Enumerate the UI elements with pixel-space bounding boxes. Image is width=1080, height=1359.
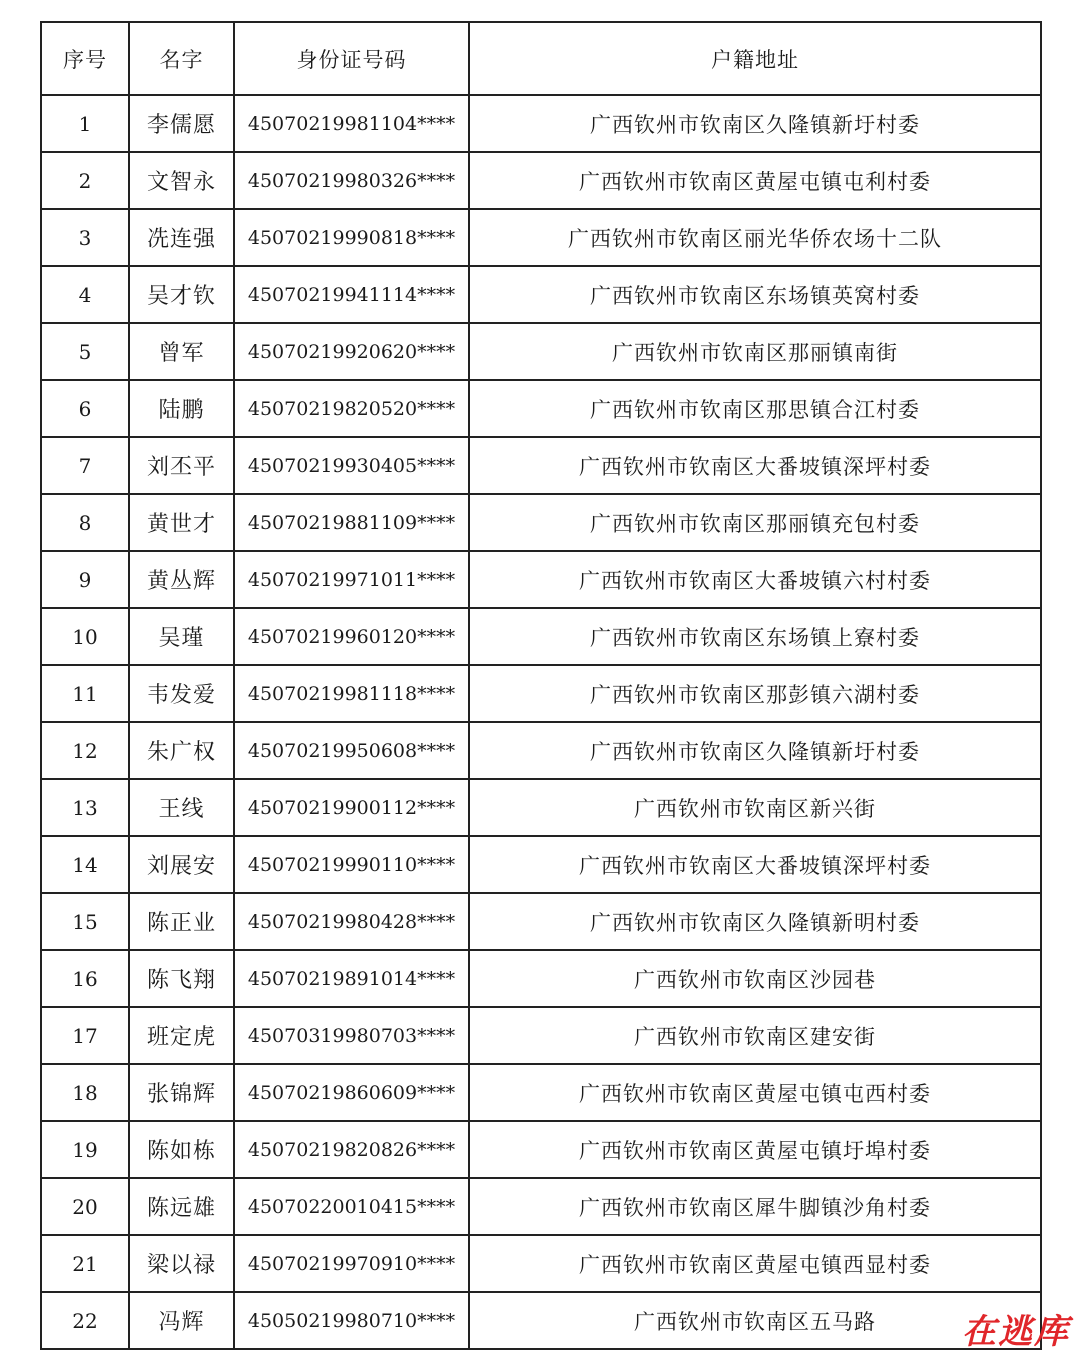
id-number-cell: 45070219981118**** [234, 665, 469, 722]
address-cell: 广西钦州市钦南区大番坡镇深坪村委 [469, 437, 1041, 494]
name-cell: 文智永 [129, 152, 234, 209]
serial-number-cell: 21 [41, 1235, 129, 1292]
table-row [41, 1064, 1041, 1121]
address-cell: 广西钦州市钦南区新兴街 [469, 779, 1041, 836]
roster-table [40, 21, 1042, 1350]
header-id-number: 身份证号码 [234, 22, 469, 95]
table-row [41, 836, 1041, 893]
name-cell: 班定虎 [129, 1007, 234, 1064]
name-cell: 韦发爱 [129, 665, 234, 722]
id-number-cell: 45070220010415**** [234, 1178, 469, 1235]
id-number-cell: 45050219980710**** [234, 1292, 469, 1349]
header-row [41, 22, 1041, 95]
address-cell: 广西钦州市钦南区五马路 [469, 1292, 1041, 1349]
name-cell: 王线 [129, 779, 234, 836]
id-number-cell: 45070219950608**** [234, 722, 469, 779]
table-row [41, 950, 1041, 1007]
table-row [41, 1292, 1041, 1349]
serial-number-cell: 1 [41, 95, 129, 152]
name-cell: 冯辉 [129, 1292, 234, 1349]
table-row [41, 1235, 1041, 1292]
id-number-cell: 45070219860609**** [234, 1064, 469, 1121]
serial-number-cell: 19 [41, 1121, 129, 1178]
address-cell: 广西钦州市钦南区那丽镇南街 [469, 323, 1041, 380]
table-row [41, 380, 1041, 437]
name-cell: 梁以禄 [129, 1235, 234, 1292]
name-cell: 陈飞翔 [129, 950, 234, 1007]
id-number-cell: 45070219980428**** [234, 893, 469, 950]
name-cell: 陈远雄 [129, 1178, 234, 1235]
serial-number-cell: 16 [41, 950, 129, 1007]
table-row [41, 608, 1041, 665]
address-cell: 广西钦州市钦南区那丽镇充包村委 [469, 494, 1041, 551]
table-row [41, 494, 1041, 551]
table-row [41, 1007, 1041, 1064]
table-row [41, 893, 1041, 950]
table-row [41, 152, 1041, 209]
name-cell: 吴瑾 [129, 608, 234, 665]
table-row [41, 323, 1041, 380]
id-number-cell: 45070219990818**** [234, 209, 469, 266]
id-number-cell: 45070219970910**** [234, 1235, 469, 1292]
name-cell: 张锦辉 [129, 1064, 234, 1121]
serial-number-cell: 10 [41, 608, 129, 665]
name-cell: 黄丛辉 [129, 551, 234, 608]
address-cell: 广西钦州市钦南区建安街 [469, 1007, 1041, 1064]
table-row [41, 722, 1041, 779]
serial-number-cell: 5 [41, 323, 129, 380]
serial-number-cell: 7 [41, 437, 129, 494]
address-cell: 广西钦州市钦南区久隆镇新圩村委 [469, 722, 1041, 779]
address-cell: 广西钦州市钦南区东场镇英窝村委 [469, 266, 1041, 323]
id-number-cell: 45070219981104**** [234, 95, 469, 152]
address-cell: 广西钦州市钦南区大番坡镇深坪村委 [469, 836, 1041, 893]
address-cell: 广西钦州市钦南区黄屋屯镇屯利村委 [469, 152, 1041, 209]
name-cell: 吴才钦 [129, 266, 234, 323]
id-number-cell: 45070219820520**** [234, 380, 469, 437]
header-serial-number: 序号 [41, 22, 129, 95]
table-row [41, 1178, 1041, 1235]
table-row [41, 437, 1041, 494]
serial-number-cell: 18 [41, 1064, 129, 1121]
id-number-cell: 45070319980703**** [234, 1007, 469, 1064]
address-cell: 广西钦州市钦南区大番坡镇六村村委 [469, 551, 1041, 608]
serial-number-cell: 9 [41, 551, 129, 608]
header-name: 名字 [129, 22, 234, 95]
name-cell: 李儒愿 [129, 95, 234, 152]
serial-number-cell: 20 [41, 1178, 129, 1235]
name-cell: 朱广权 [129, 722, 234, 779]
table-row [41, 779, 1041, 836]
serial-number-cell: 22 [41, 1292, 129, 1349]
name-cell: 陈正业 [129, 893, 234, 950]
address-cell: 广西钦州市钦南区那思镇合江村委 [469, 380, 1041, 437]
name-cell: 刘展安 [129, 836, 234, 893]
address-cell: 广西钦州市钦南区黄屋屯镇圩埠村委 [469, 1121, 1041, 1178]
table-row [41, 209, 1041, 266]
name-cell: 陆鹏 [129, 380, 234, 437]
serial-number-cell: 6 [41, 380, 129, 437]
address-cell: 广西钦州市钦南区那彭镇六湖村委 [469, 665, 1041, 722]
table-header [41, 22, 1041, 95]
serial-number-cell: 4 [41, 266, 129, 323]
header-household-address: 户籍地址 [469, 22, 1041, 95]
serial-number-cell: 3 [41, 209, 129, 266]
serial-number-cell: 12 [41, 722, 129, 779]
address-cell: 广西钦州市钦南区久隆镇新圩村委 [469, 95, 1041, 152]
address-cell: 广西钦州市钦南区犀牛脚镇沙角村委 [469, 1178, 1041, 1235]
address-cell: 广西钦州市钦南区久隆镇新明村委 [469, 893, 1041, 950]
address-cell: 广西钦州市钦南区黄屋屯镇屯西村委 [469, 1064, 1041, 1121]
id-number-cell: 45070219820826**** [234, 1121, 469, 1178]
watermark-stamp: 在逃库 [962, 1312, 1070, 1352]
serial-number-cell: 11 [41, 665, 129, 722]
id-number-cell: 45070219971011**** [234, 551, 469, 608]
serial-number-cell: 2 [41, 152, 129, 209]
serial-number-cell: 14 [41, 836, 129, 893]
address-cell: 广西钦州市钦南区沙园巷 [469, 950, 1041, 1007]
id-number-cell: 45070219900112**** [234, 779, 469, 836]
serial-number-cell: 17 [41, 1007, 129, 1064]
table-row [41, 665, 1041, 722]
id-number-cell: 45070219920620**** [234, 323, 469, 380]
table-row [41, 551, 1041, 608]
address-cell: 广西钦州市钦南区丽光华侨农场十二队 [469, 209, 1041, 266]
id-number-cell: 45070219960120**** [234, 608, 469, 665]
id-number-cell: 45070219980326**** [234, 152, 469, 209]
serial-number-cell: 13 [41, 779, 129, 836]
name-cell: 陈如栋 [129, 1121, 234, 1178]
id-number-cell: 45070219990110**** [234, 836, 469, 893]
id-number-cell: 45070219941114**** [234, 266, 469, 323]
id-number-cell: 45070219930405**** [234, 437, 469, 494]
document-page [40, 21, 1040, 1350]
name-cell: 黄世才 [129, 494, 234, 551]
table-body [41, 95, 1041, 1349]
name-cell: 曾军 [129, 323, 234, 380]
address-cell: 广西钦州市钦南区黄屋屯镇西显村委 [469, 1235, 1041, 1292]
address-cell: 广西钦州市钦南区东场镇上寮村委 [469, 608, 1041, 665]
serial-number-cell: 15 [41, 893, 129, 950]
id-number-cell: 45070219891014**** [234, 950, 469, 1007]
name-cell: 刘丕平 [129, 437, 234, 494]
serial-number-cell: 8 [41, 494, 129, 551]
name-cell: 冼连强 [129, 209, 234, 266]
table-row [41, 1121, 1041, 1178]
table-row [41, 95, 1041, 152]
id-number-cell: 45070219881109**** [234, 494, 469, 551]
table-row [41, 266, 1041, 323]
